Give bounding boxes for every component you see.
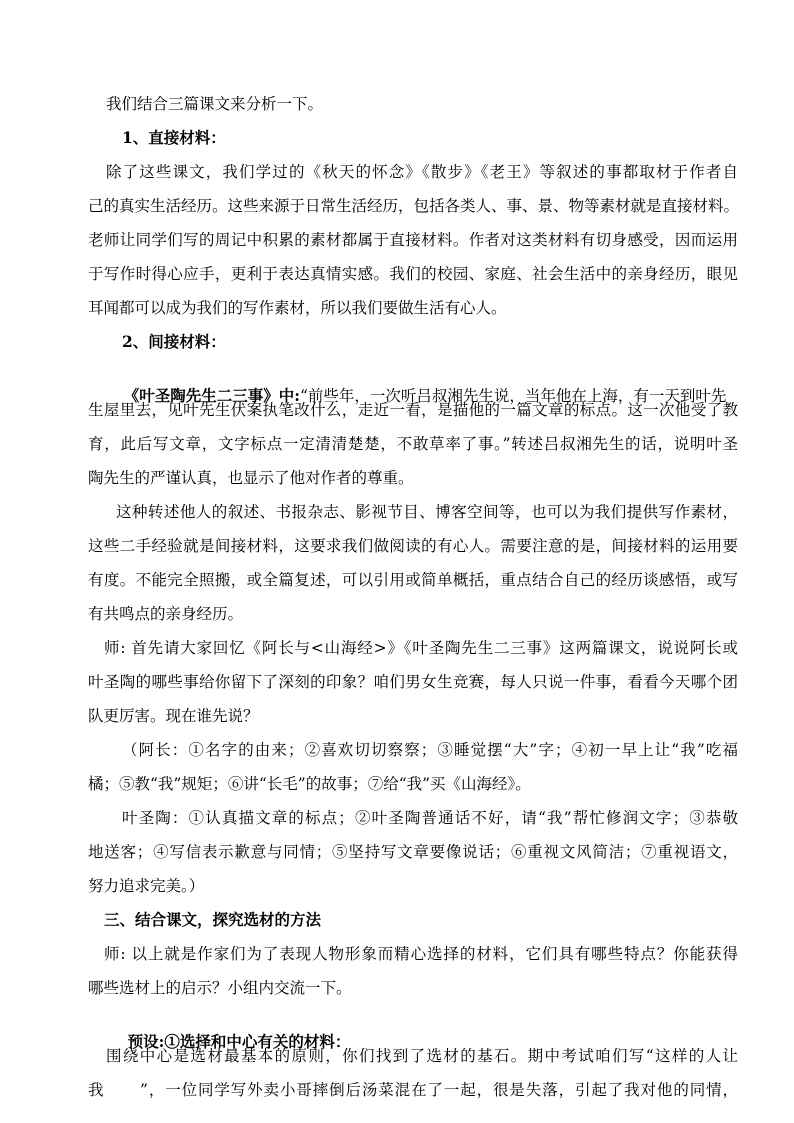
paragraph-line: 地送客；④写信表示歉意与同情；⑤坚持写文章要像说话；⑥重视文风简洁；⑦重视语文，: [88, 843, 738, 861]
paragraph-line: 于写作时得心应手，更利于表达真情实感。我们的校园、家庭、社会生活中的亲身经历，眼见: [88, 265, 738, 283]
paragraph-line: 有共鸣点的亲身经历。: [88, 605, 244, 623]
answer-ye-shengtao: 叶圣陶：①认真描文章的标点；②叶圣陶普通话不好，请“我”帮忙修润文字；③恭敬: [122, 809, 738, 827]
paragraph-line: 耳闻都可以成为我们的写作素材，所以我们要做生活有心人。: [88, 299, 507, 317]
paragraph-line-continued: ”，一位同学写外卖小哥摔倒后汤菜混在了一起，很是失落，引起了我对他的同情，: [140, 1081, 738, 1099]
preset-label: 预设:: [127, 1032, 165, 1051]
teacher-prompt: 师: 以上就是作家们为了表现人物形象而精心选择的材料，它们具有哪些特点？你能获得: [104, 945, 738, 963]
paragraph-line: 哪些选材上的启示？小组内交流一下。: [88, 979, 352, 997]
answer-a-chang: （阿长：①名字的由来；②喜欢切切察察；③睡觉摆“大”字；④初一早上让“我”吃福: [122, 741, 738, 759]
paragraph-line: 这些二手经验就是间接材料，这要求我们做阅读的有心人。需要注意的是，间接材料的运用要: [88, 537, 738, 555]
paragraph-line-start: 我: [88, 1081, 104, 1099]
preset-heading: [106, 1012, 351, 1051]
paragraph-line: 围绕中心是选材最基本的原则，你们找到了选材的基石。期中考试咱们写“这样的人让: [106, 1047, 738, 1065]
paragraph-line: 生屋里去，见叶先生伏案执笔改什么，走近一看，是描他的一篇文章的标点。这一次他受了教: [88, 401, 738, 419]
paragraph-line: 这种转述他人的叙述、书报杂志、影视节目、博客空间等，也可以为我们提供写作素材，: [116, 503, 738, 521]
paragraph-line: 队更厉害。现在谁先说？: [88, 707, 259, 725]
quoted-source: [104, 366, 727, 405]
intro-line: 我们结合三篇课文来分析一下。: [106, 95, 324, 113]
paragraph-line: 己的真实生活经历。这些来源于日常生活经历，包括各类人、事、景、物等素材就是直接材料。: [88, 197, 740, 215]
source-title: 《叶圣陶先生二三事》中:: [123, 386, 300, 405]
quote-text: “前些年，一次听吕叔湘先生说，当年他在上海，有一天到叶先: [299, 387, 727, 405]
heading-indirect-material: 2、间接材料：: [122, 332, 226, 351]
teacher-prompt: 师: 首先请大家回忆《阿长与<山海经>》《叶圣陶先生二三事》这两篇课文，说说阿长或: [104, 639, 738, 657]
preset-item: ①选择和中心有关的材料：: [164, 1032, 351, 1051]
paragraph-line: 有度。不能完全照搬，或全篇复述，可以引用或简单概括，重点结合自己的经历谈感悟，或写: [88, 571, 738, 589]
paragraph-line: 努力追求完美。）: [88, 877, 205, 895]
paragraph-line: 橘；⑤教“我”规矩；⑥讲“长毛”的故事；⑦给“我”买《山海经》。: [88, 775, 531, 793]
paragraph-line: 除了这些课文，我们学过的《秋天的怀念》《散步》《老王》等叙述的事都取材于作者自: [106, 163, 738, 181]
heading-direct-material: 1、直接材料：: [122, 128, 226, 147]
paragraph-line: 叶圣陶的哪些事给你留下了深刻的印象？咱们男女生竞赛，每人只说一件事，看看今天哪个团: [88, 673, 738, 691]
paragraph-line: 老师让同学们写的周记中积累的素材都属于直接材料。作者对这类材料有切身感受，因而运用: [88, 231, 738, 249]
paragraph-line: 陶先生的严谨认真，也显示了他对作者的尊重。: [88, 469, 414, 487]
section-heading: 三、结合课文，探究选材的方法: [104, 910, 322, 929]
paragraph-line: 育，此后写文章，文字标点一定清清楚楚，不敢草率了事。”转述吕叔湘先生的话，说明叶圣: [88, 435, 738, 453]
